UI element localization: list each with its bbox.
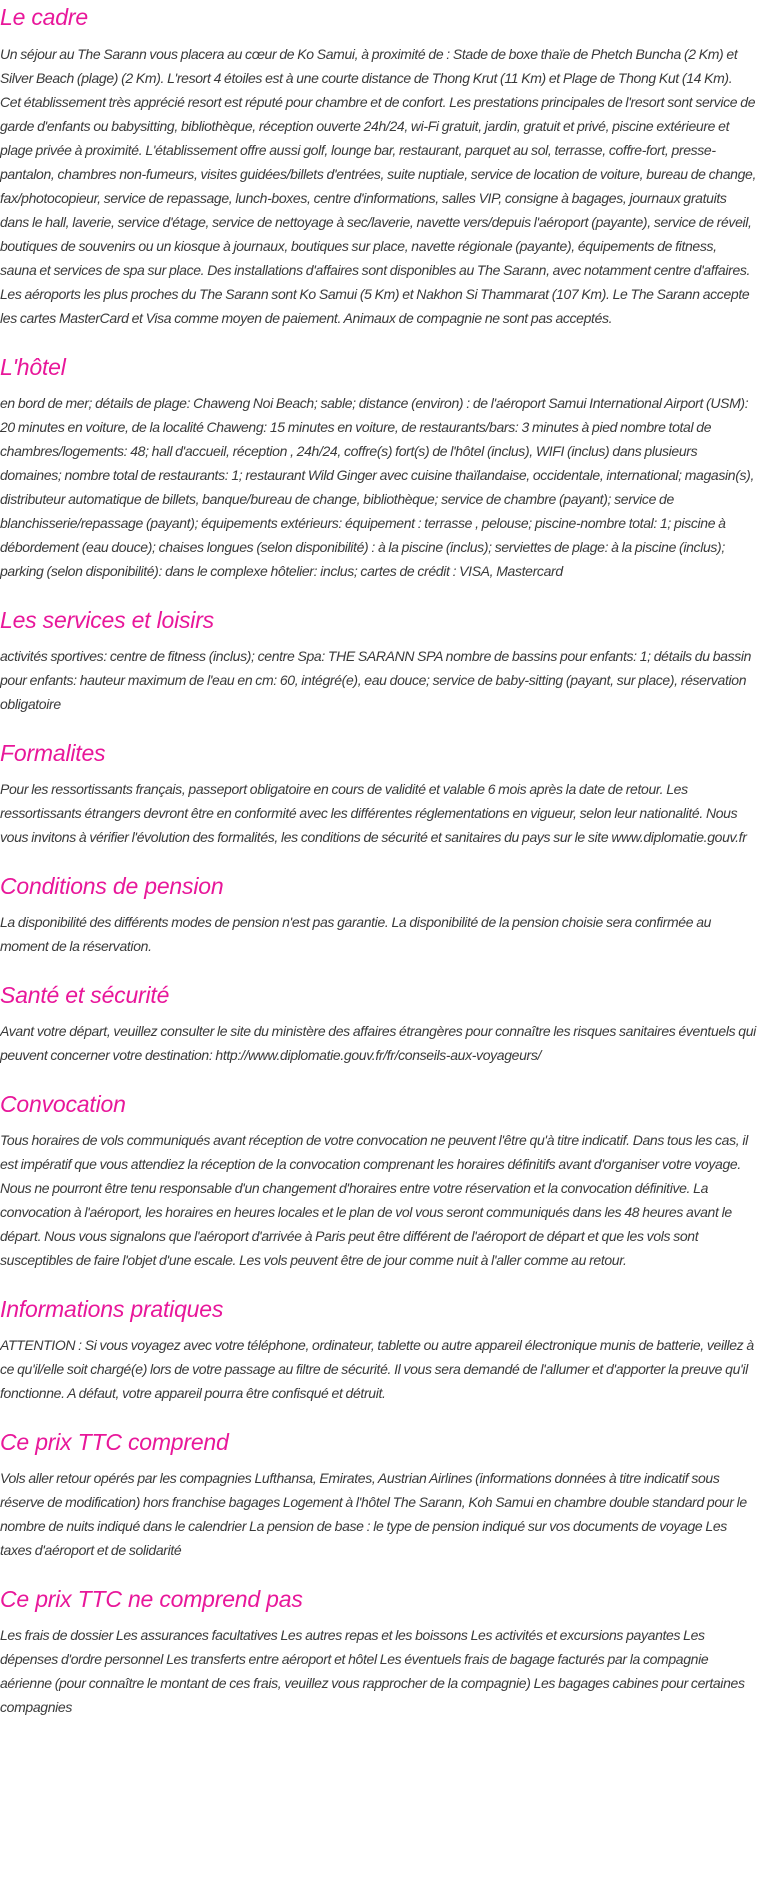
section-text: Tous horaires de vols communiqués avant réception de votre convocation ne peuvent l'être qu'à titre indicatif. Dans tous les cas, il est impératif que vous attendiez la réception de la convocation comprenant les horaires définitifs avant d'organiser votre voyage. Nous ne pourront être tenu responsable d'un changement d'horaires entre votre réservation et la convocation définitive. La convocation à l'aéroport, les horaires en heures locales et le plan de vol vous seront communiqués dans les 48 heures avant le départ. Nous vous signalons que l'aéroport d'arrivée à Paris peut être différent de l'aéroport de départ et que les vols sont susceptibles de faire l'objet d'une escale. Les vols peuvent être de jour comme nuit à l'aller comme au retour. bbox=[0, 1132, 748, 1268]
section-text: Avant votre départ, veuillez consulter le site du ministère des affaires étrangères pour connaître les risques sanitaires éventuels qui peuvent concerner votre destination: http://www.diplomatie.gouv.fr/fr/conseils-aux-voyageurs/ bbox=[0, 1023, 756, 1063]
section-text: La disponibilité des différents modes de pension n'est pas garantie. La disponibilité de la pension choisie sera confirmée au moment de la réservation. bbox=[0, 914, 712, 954]
section-title: Conditions de pension bbox=[0, 873, 224, 899]
section-text: Les frais de dossier Les assurances facultatives Les autres repas et les boissons Les activités et excursions payantes Les dépenses d'ordre personnel Les transferts entre aéroport et hôtel Les éventuels frais de bagage facturés par la compagnie aérienne (pour connaître le montant de ces frais, veuillez vous rapprocher de la compagnie) Les bagages cabines pour certaines compagnies bbox=[0, 1627, 745, 1715]
section-formalites bbox=[0, 738, 756, 849]
page bbox=[0, 2, 758, 1719]
section-conditions-pension bbox=[0, 871, 756, 958]
section-prix-ne-comprend-pas bbox=[0, 1584, 756, 1719]
section-informations-pratiques bbox=[0, 1294, 756, 1405]
section-title: Ce prix TTC comprend bbox=[0, 1429, 229, 1455]
section-text: ATTENTION : Si vous voyagez avec votre téléphone, ordinateur, tablette ou autre appareil électronique munis de batterie, veillez à ce qu'il/elle soit chargé(e) lors de votre passage au filtre de sécurité. Il vous sera demandé de l'allumer et d'apporter la preuve qu'il fonctionne. A défaut, votre appareil pourra être confisqué et détruit. bbox=[0, 1337, 754, 1401]
section-hotel bbox=[0, 352, 756, 583]
section-le-cadre bbox=[0, 2, 756, 330]
section-title: Ce prix TTC ne comprend pas bbox=[0, 1586, 303, 1612]
section-title: Les services et loisirs bbox=[0, 607, 214, 633]
section-text: en bord de mer; détails de plage: Chaweng Noi Beach; sable; distance (environ) : de l'aéroport Samui International Airport (USM): 20 minutes en voiture, de la localité Chaweng: 15 minutes en voiture, de restaurants/bars: 3 minutes à pied nombre total de chambres/logements: 48; hall d'accueil, réception , 24h/24, coffre(s) fort(s) de l'hôtel (inclus), WIFI (inclus) dans plusieurs domaines; nombre total de restaurants: 1; restaurant Wild Ginger avec cuisine thaïlandaise, occidentale, international; magasin(s), distributeur automatique de billets, banque/bureau de change, bibliothèque; service de chambre (payant); service de blanchisserie/repassage (payant); équipements extérieurs: équipement : terrasse , pelouse; piscine-nombre total: 1; piscine à débordement (eau douce); chaises longues (selon disponibilité) : à la piscine (inclus); serviettes de plage: à la piscine (inclus); parking (selon disponibilité): dans le complexe hôtelier: inclus; cartes de crédit : VISA, Mastercard bbox=[0, 395, 755, 579]
section-title: Formalites bbox=[0, 740, 106, 766]
section-convocation bbox=[0, 1089, 756, 1272]
section-title: Le cadre bbox=[0, 4, 88, 30]
section-title: Convocation bbox=[0, 1091, 126, 1117]
section-title: Santé et sécurité bbox=[0, 982, 170, 1008]
section-prix-comprend bbox=[0, 1427, 756, 1562]
section-title: L'hôtel bbox=[0, 354, 66, 380]
section-title: Informations pratiques bbox=[0, 1296, 224, 1322]
section-text: Un séjour au The Sarann vous placera au cœur de Ko Samui, à proximité de : Stade de boxe thaïe de Phetch Buncha (2 Km) et Silver Beach (plage) (2 Km). L'resort 4 étoiles est à une courte distance de Thong Krut (11 Km) et Plage de Thong Kut (14 Km). Cet établissement très apprécié resort est réputé pour chambre et de confort. Les prestations principales de l'resort sont service de garde d'enfants ou babysitting, bibliothèque, réception ouverte 24h/24, wi-Fi gratuit, jardin, gratuit et privé, piscine extérieure et plage privée à proximité. L'établissement offre aussi golf, lounge bar, restaurant, parquet au sol, terrasse, coffre-fort, presse-pantalon, chambres non-fumeurs, visites guidées/billets d'entrées, suite nuptiale, service de location de voiture, bureau de change, fax/photocopieur, service de repassage, lunch-boxes, centre d'informations, salles VIP, consigne à bagages, journaux gratuits dans le hall, laverie, service d'étage, service de nettoyage à sec/laverie, navette vers/depuis l'aéroport (payante), service de réveil, boutiques de souvenirs ou un kiosque à journaux, boutiques sur place, navette régionale (payante), équipements de fitness, sauna et services de spa sur place. Des installations d'affaires sont disponibles au The Sarann, avec notamment centre d'affaires. Les aéroports les plus proches du The Sarann sont Ko Samui (5 Km) et Nakhon Si Thammarat (107 Km). Le The Sarann accepte les cartes MasterCard et Visa comme moyen de paiement. Animaux de compagnie ne sont pas acceptés. bbox=[0, 46, 757, 326]
section-text: Pour les ressortissants français, passeport obligatoire en cours de validité et valable 6 mois après la date de retour. Les ressortissants étrangers devront être en conformité avec les différentes réglementations en vigueur, selon leur nationalité. Nous vous invitons à vérifier l'évolution des formalités, les conditions de sécurité et sanitaires du pays sur le site www.diplomatie.gouv.fr bbox=[0, 781, 747, 845]
section-services-loisirs bbox=[0, 605, 756, 716]
section-text: Vols aller retour opérés par les compagnies Lufthansa, Emirates, Austrian Airlines (informations données à titre indicatif sous réserve de modification) hors franchise bagages Logement à l'hôtel The Sarann, Koh Samui en chambre double standard pour le nombre de nuits indiqué dans le calendrier La pension de base : le type de pension indiqué sur vos documents de voyage Les taxes d'aéroport et de solidarité bbox=[0, 1470, 747, 1558]
section-sante-securite bbox=[0, 980, 756, 1067]
section-text: activités sportives: centre de fitness (inclus); centre Spa: THE SARANN SPA nombre de bassins pour enfants: 1; détails du bassin pour enfants: hauteur maximum de l'eau en cm: 60, intégré(e), eau douce; service de baby-sitting (payant, sur place), réservation obligatoire bbox=[0, 648, 752, 712]
